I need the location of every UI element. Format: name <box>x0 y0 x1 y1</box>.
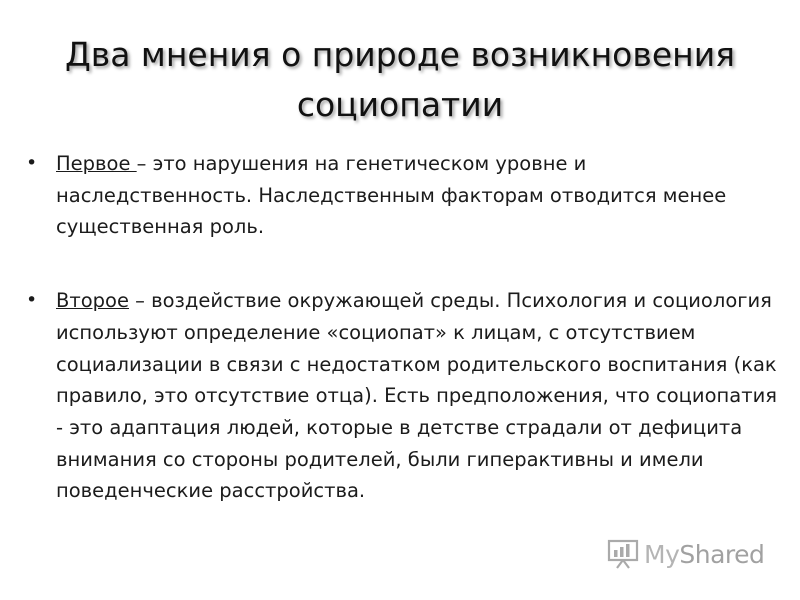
bullet-list <box>26 148 786 507</box>
title-line-1: Два мнения о природе возникновения <box>64 35 735 74</box>
bullet-text: – это нарушения на генетическом уровне и наследственность. Наследственным факторам отводится менее существенная роль. <box>56 152 727 239</box>
bullet-term: Первое <box>56 152 137 175</box>
title-line-2: социопатии <box>296 85 504 124</box>
presentation-board-icon <box>606 537 640 571</box>
bullet-item-first <box>26 148 786 243</box>
bullet-item-second <box>26 285 786 507</box>
bullet-text: – воздействие окружающей среды. Психология и социология используют определение «социопат» к лицам, с отсутствием социализации в связи с недостатком родительского воспитания (как правило, это отсутствие отца). Есть предположения, что социопатия - это адаптация людей, которые в детстве страдали от дефицита внимания со стороны родителей, были гиперактивны и имели поведенческие расстройства. <box>56 289 777 503</box>
bullet-marker: • <box>26 152 38 174</box>
watermark-text-shared: Shared <box>679 539 765 569</box>
watermark-text-my: My <box>644 539 680 569</box>
bullet-term: Второе <box>56 289 129 313</box>
watermark-text <box>644 540 764 569</box>
bullet-marker: • <box>26 289 38 312</box>
slide-title <box>40 30 760 130</box>
myshared-watermark <box>606 536 764 572</box>
